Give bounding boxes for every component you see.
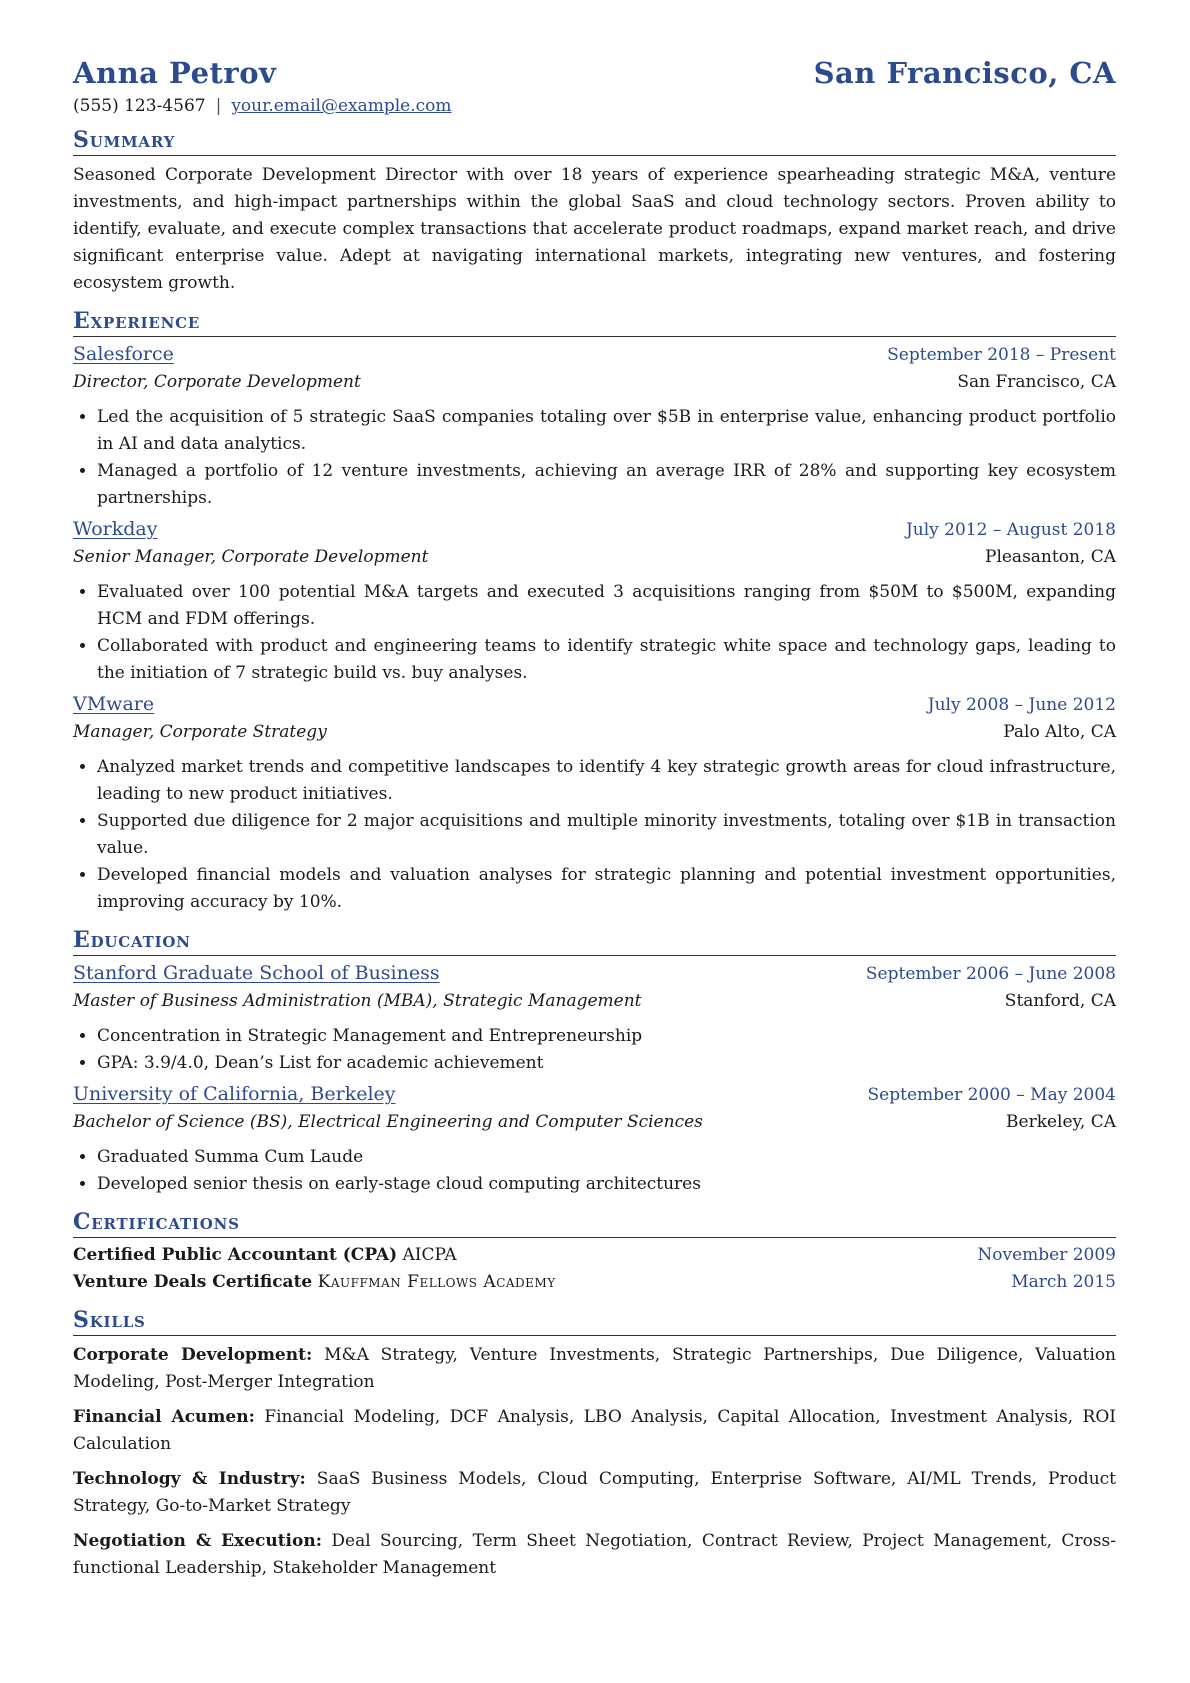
skill-items: Financial Modeling, DCF Analysis, LBO Analysis, Capital Allocation, Investment Analysis, ROI Calculation [73, 1407, 1116, 1454]
job-location: Pleasanton, CA [985, 547, 1116, 567]
employment-dates: July 2008 – June 2012 [927, 695, 1116, 715]
certification-name: Certified Public Accountant (CPA) [73, 1245, 398, 1265]
skill-group [73, 1528, 1116, 1582]
skill-items: Deal Sourcing, Term Sheet Negotiation, Contract Review, Project Management, Cross-functional Leadership, Stakeholder Management [73, 1531, 1116, 1578]
achievement-list [73, 404, 1116, 512]
education-details [73, 1023, 1116, 1077]
section-title-certifications: Certifications [73, 1208, 1116, 1238]
skill-category: Negotiation & Execution: [73, 1531, 322, 1551]
employment-dates: July 2012 – August 2018 [905, 520, 1116, 540]
list-item: • Evaluated over 100 potential M&A targets and executed 3 acquisitions ranging from $50M to $500M, expanding HCM and FDM offerings. [97, 579, 1116, 633]
education-entry [73, 960, 1116, 1077]
achievement-list [73, 579, 1116, 687]
school-name[interactable]: University of California, Berkeley [73, 1083, 396, 1105]
job-title: Senior Manager, Corporate Development [73, 547, 429, 567]
company-name[interactable]: VMware [73, 693, 155, 715]
school-name[interactable]: Stanford Graduate School of Business [73, 962, 440, 984]
education-dates: September 2006 – June 2008 [865, 964, 1116, 984]
job-location: San Francisco, CA [957, 372, 1116, 392]
list-item: • Led the acquisition of 5 strategic SaaS companies totaling over $5B in enterprise value, enhancing product portfolio in AI and data analytics. [97, 404, 1116, 458]
degree: Master of Business Administration (MBA), Strategic Management [73, 991, 642, 1011]
job-title: Manager, Corporate Strategy [73, 722, 327, 742]
list-item: • Graduated Summa Cum Laude [97, 1144, 1116, 1171]
skills-section [73, 1306, 1116, 1582]
job-location: Palo Alto, CA [1003, 722, 1116, 742]
certification-date: March 2015 [1011, 1272, 1116, 1292]
contact-line [73, 96, 1116, 116]
phone-number: (555) 123-4567 [73, 96, 206, 116]
experience-entry [73, 516, 1116, 687]
education-entry [73, 1081, 1116, 1198]
certification-date: November 2009 [977, 1245, 1116, 1265]
skill-items: M&A Strategy, Venture Investments, Strategic Partnerships, Due Diligence, Valuation Modeling, Post-Merger Integration [73, 1345, 1117, 1392]
certification-row [73, 1269, 1116, 1296]
skill-group [73, 1404, 1116, 1458]
education-dates: September 2000 – May 2004 [867, 1085, 1116, 1105]
list-item: • Managed a portfolio of 12 venture investments, achieving an average IRR of 28% and supporting key ecosystem partnerships. [97, 458, 1116, 512]
skill-category: Corporate Development: [73, 1345, 313, 1365]
list-item: • Collaborated with product and engineering teams to identify strategic white space and technology gaps, leading to the initiation of 7 strategic build vs. buy analyses. [97, 633, 1116, 687]
list-item: • Developed financial models and valuation analyses for strategic planning and potential investment opportunities, improving accuracy by 10%. [97, 862, 1116, 916]
summary-text: Seasoned Corporate Development Director with over 18 years of experience spearheading strategic M&A, venture investments, and high-impact partnerships within the global SaaS and cloud technology sectors. Proven ability to identify, evaluate, and execute complex transactions that accelerate product roadmaps, expand market reach, and drive significant enterprise value. Adept at navigating international markets, integrating new ventures, and fostering ecosystem growth. [73, 165, 1116, 293]
email-link[interactable]: your.email@example.com [231, 96, 452, 116]
certification-issuer: Kauffman Fellows Academy [317, 1272, 556, 1292]
section-title-summary: Summary [73, 126, 1116, 156]
employment-dates: September 2018 – Present [887, 345, 1116, 365]
section-title-experience: Experience [73, 307, 1116, 337]
header [73, 56, 1116, 90]
section-title-education: Education [73, 926, 1116, 956]
school-location: Berkeley, CA [1006, 1112, 1116, 1132]
company-name[interactable]: Salesforce [73, 343, 174, 365]
candidate-name: Anna Petrov [73, 56, 277, 90]
company-name[interactable]: Workday [73, 518, 158, 540]
school-location: Stanford, CA [1004, 991, 1116, 1011]
experience-entry [73, 691, 1116, 916]
list-item: • Analyzed market trends and competitive landscapes to identify 4 key strategic growth areas for cloud infrastructure, leading to new product initiatives. [97, 754, 1116, 808]
job-title: Director, Corporate Development [73, 372, 361, 392]
skill-group [73, 1342, 1116, 1396]
skill-category: Financial Acumen: [73, 1407, 255, 1427]
header-location: San Francisco, CA [813, 56, 1116, 90]
list-item: • Supported due diligence for 2 major acquisitions and multiple minority investments, totaling over $1B in transaction value. [97, 808, 1116, 862]
achievement-list [73, 754, 1116, 916]
certifications-section [73, 1208, 1116, 1296]
degree: Bachelor of Science (BS), Electrical Engineering and Computer Sciences [73, 1112, 703, 1132]
education-details [73, 1144, 1116, 1198]
education-section [73, 926, 1116, 1198]
list-item: • GPA: 3.9/4.0, Dean’s List for academic achievement [97, 1050, 1116, 1077]
list-item: • Developed senior thesis on early-stage cloud computing architectures [97, 1171, 1116, 1198]
section-title-skills: Skills [73, 1306, 1116, 1336]
summary-section [73, 126, 1116, 297]
skill-items: SaaS Business Models, Cloud Computing, Enterprise Software, AI/ML Trends, Product Strategy, Go-to-Market Strategy [73, 1469, 1117, 1516]
contact-separator: | [215, 96, 222, 116]
experience-entry [73, 341, 1116, 512]
certification-name: Venture Deals Certificate [73, 1272, 313, 1292]
skill-category: Technology & Industry: [73, 1469, 306, 1489]
skill-group [73, 1466, 1116, 1520]
experience-section [73, 307, 1116, 916]
certification-row [73, 1242, 1116, 1269]
list-item: • Concentration in Strategic Management and Entrepreneurship [97, 1023, 1116, 1050]
certification-issuer: AICPA [402, 1245, 457, 1265]
